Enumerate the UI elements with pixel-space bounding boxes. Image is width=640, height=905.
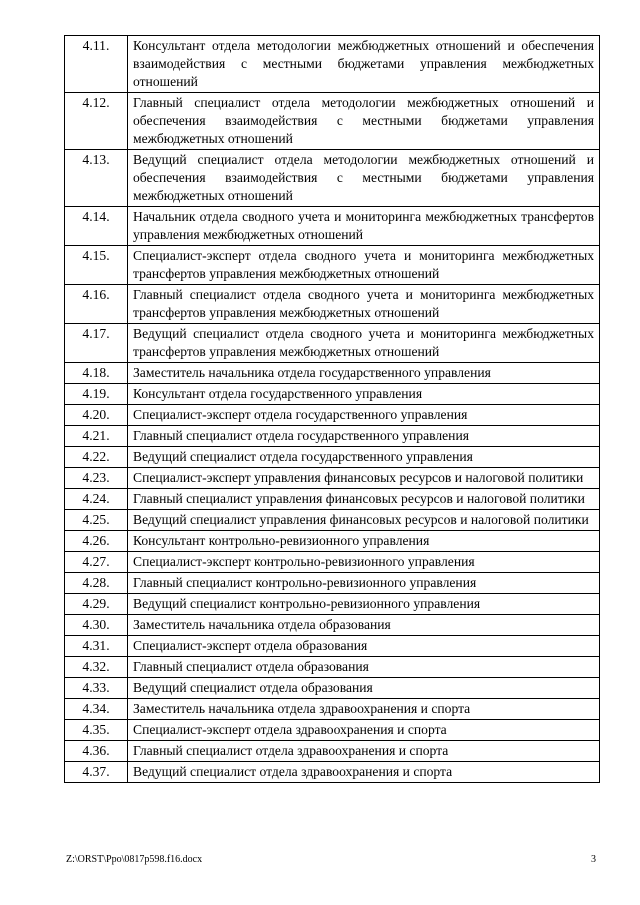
row-position-title: Консультант контрольно-ревизионного управления <box>128 531 600 552</box>
table-row <box>65 468 600 489</box>
row-number: 4.19. <box>65 384 128 405</box>
table-row <box>65 615 600 636</box>
row-position-title: Начальник отдела сводного учета и мониторинга межбюджетных трансфертов управления межбюджетных отношений <box>128 207 600 246</box>
row-number: 4.13. <box>65 150 128 207</box>
row-number: 4.16. <box>65 285 128 324</box>
row-number: 4.26. <box>65 531 128 552</box>
row-number: 4.30. <box>65 615 128 636</box>
row-position-title: Специалист-эксперт отдела сводного учета и мониторинга межбюджетных трансфертов управления межбюджетных отношений <box>128 246 600 285</box>
row-position-title: Заместитель начальника отдела государственного управления <box>128 363 600 384</box>
row-position-title: Главный специалист отдела государственного управления <box>128 426 600 447</box>
table-row <box>65 489 600 510</box>
table-row <box>65 636 600 657</box>
table-row <box>65 93 600 150</box>
row-position-title: Ведущий специалист отдела методологии межбюджетных отношений и обеспечения взаимодействия с местными бюджетами управления межбюджетных отношений <box>128 150 600 207</box>
row-position-title: Специалист-эксперт отдела государственного управления <box>128 405 600 426</box>
row-number: 4.22. <box>65 447 128 468</box>
table-row <box>65 657 600 678</box>
row-number: 4.29. <box>65 594 128 615</box>
row-number: 4.28. <box>65 573 128 594</box>
row-number: 4.15. <box>65 246 128 285</box>
table-row <box>65 762 600 783</box>
row-position-title: Ведущий специалист контрольно-ревизионного управления <box>128 594 600 615</box>
row-number: 4.17. <box>65 324 128 363</box>
row-position-title: Главный специалист контрольно-ревизионного управления <box>128 573 600 594</box>
table-row <box>65 720 600 741</box>
row-number: 4.37. <box>65 762 128 783</box>
row-position-title: Специалист-эксперт контрольно-ревизионного управления <box>128 552 600 573</box>
table-row <box>65 363 600 384</box>
table-row <box>65 426 600 447</box>
table-row <box>65 36 600 93</box>
table-row <box>65 405 600 426</box>
table-row <box>65 741 600 762</box>
row-position-title: Главный специалист отдела методологии межбюджетных отношений и обеспечения взаимодействия с местными бюджетами управления межбюджетных отношений <box>128 93 600 150</box>
row-number: 4.32. <box>65 657 128 678</box>
row-number: 4.36. <box>65 741 128 762</box>
row-number: 4.27. <box>65 552 128 573</box>
row-number: 4.25. <box>65 510 128 531</box>
row-number: 4.14. <box>65 207 128 246</box>
table-row <box>65 510 600 531</box>
row-number: 4.12. <box>65 93 128 150</box>
row-position-title: Ведущий специалист отдела государственного управления <box>128 447 600 468</box>
positions-table <box>64 35 600 783</box>
row-position-title: Главный специалист управления финансовых ресурсов и налоговой политики <box>128 489 600 510</box>
table-row <box>65 573 600 594</box>
table-row <box>65 384 600 405</box>
table-row <box>65 552 600 573</box>
row-number: 4.34. <box>65 699 128 720</box>
table-row <box>65 594 600 615</box>
table-row <box>65 699 600 720</box>
row-number: 4.18. <box>65 363 128 384</box>
row-number: 4.21. <box>65 426 128 447</box>
table-row <box>65 207 600 246</box>
row-position-title: Главный специалист отдела образования <box>128 657 600 678</box>
row-position-title: Консультант отдела государственного управления <box>128 384 600 405</box>
row-number: 4.31. <box>65 636 128 657</box>
row-number: 4.24. <box>65 489 128 510</box>
table-row <box>65 150 600 207</box>
row-position-title: Специалист-эксперт управления финансовых ресурсов и налоговой политики <box>128 468 600 489</box>
row-position-title: Ведущий специалист отдела сводного учета и мониторинга межбюджетных трансфертов управления межбюджетных отношений <box>128 324 600 363</box>
table-row <box>65 531 600 552</box>
row-position-title: Специалист-эксперт отдела образования <box>128 636 600 657</box>
row-position-title: Консультант отдела методологии межбюджетных отношений и обеспечения взаимодействия с местными бюджетами управления межбюджетных отношений <box>128 36 600 93</box>
row-position-title: Ведущий специалист отдела образования <box>128 678 600 699</box>
row-position-title: Заместитель начальника отдела образования <box>128 615 600 636</box>
row-position-title: Ведущий специалист управления финансовых ресурсов и налоговой политики <box>128 510 600 531</box>
row-number: 4.33. <box>65 678 128 699</box>
table-row <box>65 447 600 468</box>
row-number: 4.23. <box>65 468 128 489</box>
row-number: 4.20. <box>65 405 128 426</box>
row-number: 4.11. <box>65 36 128 93</box>
table-row <box>65 324 600 363</box>
row-position-title: Заместитель начальника отдела здравоохранения и спорта <box>128 699 600 720</box>
table-row <box>65 246 600 285</box>
row-position-title: Главный специалист отдела сводного учета и мониторинга межбюджетных трансфертов управления межбюджетных отношений <box>128 285 600 324</box>
footer-page-number: 3 <box>591 854 596 865</box>
row-position-title: Специалист-эксперт отдела здравоохранения и спорта <box>128 720 600 741</box>
table-row <box>65 285 600 324</box>
row-position-title: Ведущий специалист отдела здравоохранения и спорта <box>128 762 600 783</box>
table-row <box>65 678 600 699</box>
positions-table-body <box>65 36 600 783</box>
row-position-title: Главный специалист отдела здравоохранения и спорта <box>128 741 600 762</box>
footer-file-path: Z:\ORST\Ppo\0817p598.f16.docx <box>66 854 203 865</box>
row-number: 4.35. <box>65 720 128 741</box>
